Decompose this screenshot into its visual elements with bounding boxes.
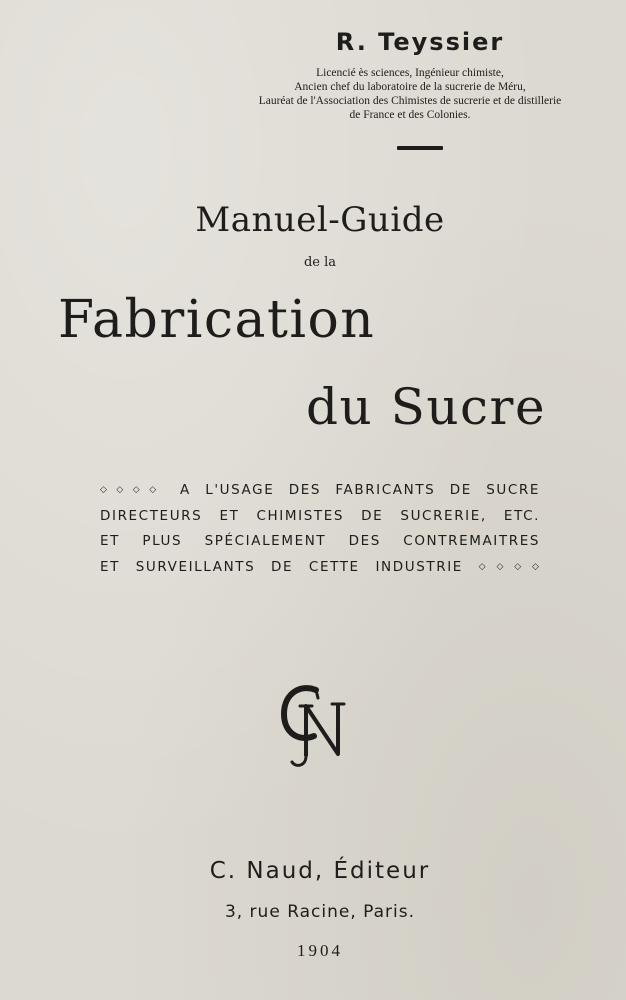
title-connector: de la [303,255,337,270]
credential-line: de France et des Colonies. [349,109,471,121]
subtitle-text: ET SURVEILLANTS DE CETTE INDUSTRIE [100,558,463,575]
author-name: R. Teyssier [335,28,505,56]
credential-line: Ancien chef du laboratoire de la sucrerie de Méru, [294,81,526,93]
credential-line: Licencié ès sciences, Ingénieur chimiste, [316,67,504,79]
separator-dash [397,146,443,150]
publication-year: 1904 [297,941,343,960]
ornament-diamonds-icon: ◇◇◇◇ [100,485,166,495]
publisher-monogram-cn-icon [272,676,362,772]
publisher-name: C. Naud, Éditeur [209,858,431,884]
title-line-1: Manuel-Guide [195,200,445,240]
subtitle-block [100,478,540,580]
credential-line: Lauréat de l'Association des Chimistes de sucrerie et de distillerie [258,95,562,107]
author-credentials [195,66,625,122]
subtitle-line [100,478,540,504]
subtitle-line [100,555,540,581]
subtitle-line: ET PLUS SPÉCIALEMENT DES CONTREMAITRES [100,533,540,549]
title-line-3: du Sucre [306,378,547,436]
ornament-diamonds-icon: ◇◇◇◇ [478,561,540,572]
title-line-2: Fabrication [58,290,376,350]
publisher-address: 3, rue Racine, Paris. [224,902,416,922]
subtitle-text: A L'USAGE DES FABRICANTS DE SUCRE [180,482,540,498]
subtitle-line: DIRECTEURS ET CHIMISTES DE SUCRERIE, ETC. [100,507,540,524]
